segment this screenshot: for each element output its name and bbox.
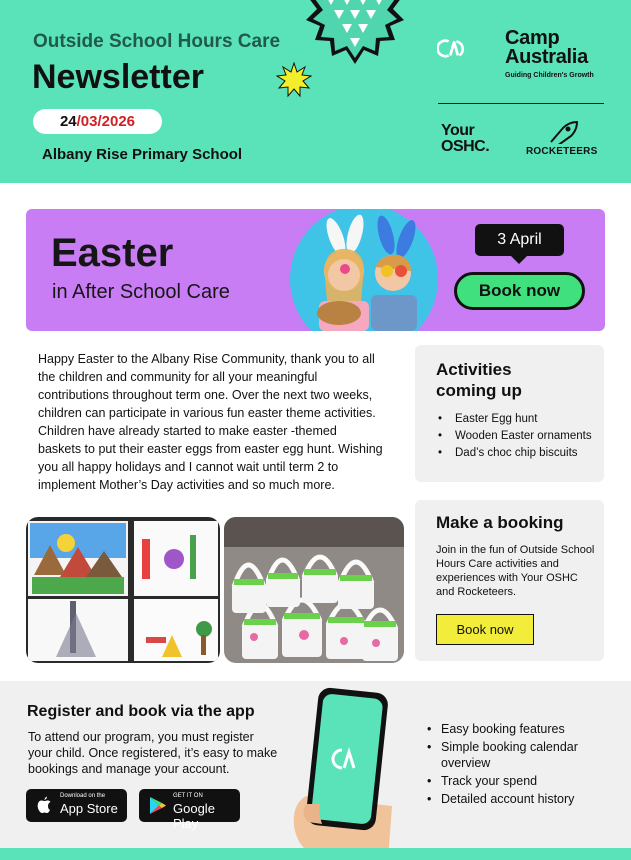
logo-tagline: Guiding Children's Growth [505,72,594,79]
date-month-year: /03/2026 [76,113,136,130]
booking-description: Join in the fun of Outside School Hours Care activities and experiences with Your OSHC and Rocketeers. [436,544,595,598]
logo-name [505,29,588,67]
logo-name-line2: Australia [505,46,588,68]
app-store-caption: Download on the [60,793,106,799]
baskets-photo-image [224,517,404,663]
event-date-tag: 3 April [475,224,564,256]
rocket-icon [549,120,579,144]
banner-subtitle: in After School Care [52,281,230,303]
school-name: Albany Rise Primary School [42,146,243,163]
logo-name-line1: Camp [505,27,560,49]
footer-description: To attend our program, you must register your child. Once registered, it’s easy to make bookings and manage your account. [28,730,278,776]
list-item: • Dad’s choc chip biscuits [438,445,600,462]
easter-baskets-photo [224,517,404,663]
activities-heading-line1: Activities [436,360,512,379]
app-store-label: App Store [60,801,118,816]
intro-paragraph: Happy Easter to the Albany Rise Community, thank you to all the children and community for all your meaningful contributions throughout term one. Over the next two weeks, children can participate in various fun easter theme activities. Children have already started to make easter -themed baskets to put their easter eggs from easter egg hunt. Wishing you all happy holidays and I cannot wait until term 2 to implement Mother’s Day activities and so much more. [38,352,383,492]
list-item: • Easy booking features [427,721,607,737]
rocketeers-logo: ROCKETEERS [526,146,598,157]
list-item: • Track your spend [427,773,607,789]
banner-book-now-button[interactable]: Book now [454,272,585,310]
features-list [427,721,607,809]
google-play-icon [147,795,168,816]
newsletter-date [33,109,162,134]
booking-panel [415,500,604,661]
activities-panel [415,345,604,482]
camp-australia-logo-icon [437,27,503,73]
header-divider [438,103,604,104]
list-item: • Wooden Easter ornaments [438,428,600,445]
list-item: • Easter Egg hunt [438,411,600,428]
app-store-button[interactable] [26,789,127,822]
easter-banner [26,209,605,331]
list-item: • Detailed account history [427,791,607,807]
app-footer [0,681,631,860]
header [0,0,631,183]
list-item: • Simple booking calendar overview [427,739,607,771]
footer-title: Register and book via the app [27,703,255,720]
activities-list [438,411,600,462]
activities-heading [436,359,522,401]
phone-with-app-image [288,686,398,860]
kids-with-bunny-ears-image [289,209,439,331]
google-play-button[interactable] [139,789,240,831]
activities-heading-line2: coming up [436,381,522,400]
artwork-photo-image [26,517,220,663]
book-now-button[interactable]: Book now [436,614,534,645]
footer-accent-strip [0,848,631,860]
booking-heading: Make a booking [436,513,564,532]
apple-icon [34,795,55,816]
newsletter-subtitle: Outside School Hours Care [33,31,281,52]
date-day: 24 [59,113,77,130]
google-play-caption: GET IT ON [173,793,203,799]
banner-title: Easter [51,231,174,275]
your-oshc-line2: OSHC. [441,138,490,155]
newsletter-title: Newsletter [32,58,204,96]
children-artwork-photo [26,517,220,663]
starburst-decoration [296,0,414,64]
your-oshc-logo [441,123,489,155]
sun-icon [276,62,312,98]
event-date-tag-pointer [510,255,528,264]
google-play-label: Google Play [173,801,215,831]
your-oshc-line1: Your [441,122,475,139]
